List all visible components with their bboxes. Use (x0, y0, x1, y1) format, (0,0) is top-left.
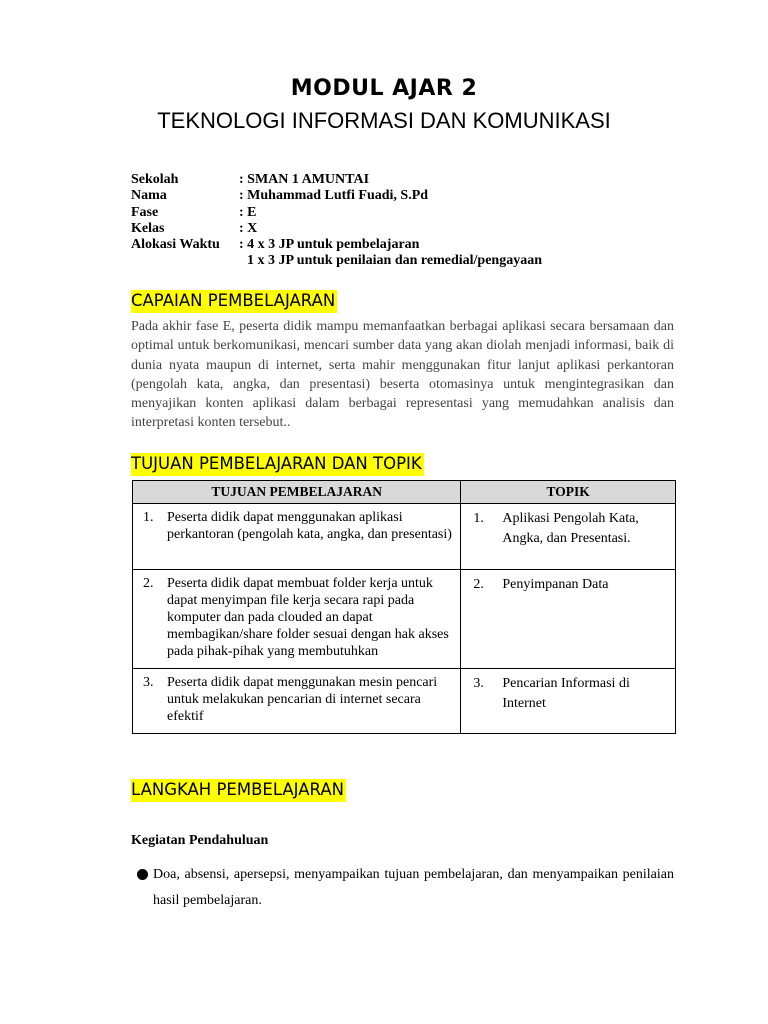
info-label: Nama (131, 188, 167, 204)
info-block (131, 172, 542, 270)
column-header-topik: TOPIK (461, 481, 676, 504)
info-value: : X (239, 220, 258, 236)
info-value: : 4 x 3 JP untuk pembelajaran (239, 237, 420, 253)
info-value: : E (239, 204, 257, 220)
table-cell-tujuan (133, 504, 461, 570)
info-label: Fase (131, 204, 159, 220)
tujuan-text: Peserta didik dapat menggunakan aplikasi perkantoran (pengolah kata, angka, dan presentasi) (167, 510, 452, 542)
bullet-text: Doa, absensi, apersepsi, menyampaikan tujuan pembelajaran, dan menyampaikan penilaian hasil pembelajaran. (153, 867, 674, 908)
tujuan-text: Peserta didik dapat menggunakan mesin pencari untuk melakukan pencarian di internet secara efektif (167, 675, 438, 724)
info-value-continuation: 1 x 3 JP untuk penilaian dan remedial/pengayaan (247, 253, 542, 269)
capaian-paragraph: Pada akhir fase E, peserta didik mampu memanfaatkan berbagai aplikasi secara bersamaan dan optimal untuk berkomunikasi, mencari sumber data yang akan diolah menjadi informasi, baik di dunia nyata maupun di internet, serta mahir menggunakan fitur lanjut aplikasi perkantoran (pengolah kata, angka, dan presentasi) beserta otomasinya untuk mengintegrasikan dan menyajikan konten aplikasi dalam berbagai representasi yang memudahkan analisis dan interpretasi konten tersebut.. (131, 319, 674, 431)
info-value: : SMAN 1 AMUNTAI (239, 172, 370, 187)
document-title: MODUL AJAR 2 (290, 76, 478, 101)
tujuan-text: Peserta didik dapat membuat folder kerja untuk dapat menyimpan file kerja secara rapi pada komputer dan pada clouded an dapat membagikan/share folder sesuai dengan hak akses pada pihak-pihak yang membutuhkan (167, 576, 449, 659)
section-heading-tujuan: TUJUAN PEMBELAJARAN DAN TOPIK (131, 453, 424, 476)
topik-text: Pencarian Informasi di Internet (502, 676, 630, 711)
info-row (131, 205, 542, 221)
table-cell-tujuan (133, 570, 461, 669)
tujuan-table (132, 480, 676, 734)
row-number: 3. (143, 675, 154, 690)
row-number: 1. (143, 510, 154, 525)
document-subtitle: TEKNOLOGI INFORMASI DAN KOMUNIKASI (157, 108, 611, 133)
table-cell-topik (461, 669, 676, 734)
topik-number: 2. (473, 577, 484, 592)
info-row (131, 253, 542, 269)
table-cell-topik (461, 504, 676, 570)
info-label: Sekolah (131, 172, 179, 187)
info-row (131, 172, 542, 188)
table-cell-tujuan (133, 669, 461, 734)
info-value: : Muhammad Lutfi Fuadi, S.Pd (239, 188, 429, 204)
table-header-row (133, 481, 676, 504)
list-item (137, 862, 674, 914)
info-row (131, 221, 542, 237)
info-label: Alokasi Waktu (131, 237, 220, 253)
info-label: Kelas (131, 220, 165, 236)
topik-text: Aplikasi Pengolah Kata, Angka, dan Presentasi. (502, 511, 639, 546)
topik-number: 1. (473, 511, 484, 526)
table-row (133, 669, 676, 734)
bullet-icon (137, 869, 148, 880)
table-row (133, 504, 676, 570)
section-heading-capaian: CAPAIAN PEMBELAJARAN (131, 290, 337, 313)
subheading-kegiatan: Kegiatan Pendahuluan (131, 833, 269, 848)
table-cell-topik (461, 570, 676, 669)
info-row (131, 237, 542, 253)
table-row (133, 570, 676, 669)
info-row (131, 188, 542, 204)
topik-number: 3. (473, 676, 484, 691)
column-header-tujuan: TUJUAN PEMBELAJARAN (133, 481, 461, 504)
topik-text: Penyimpanan Data (502, 577, 609, 592)
section-heading-langkah: LANGKAH PEMBELAJARAN (131, 779, 346, 802)
row-number: 2. (143, 576, 154, 591)
